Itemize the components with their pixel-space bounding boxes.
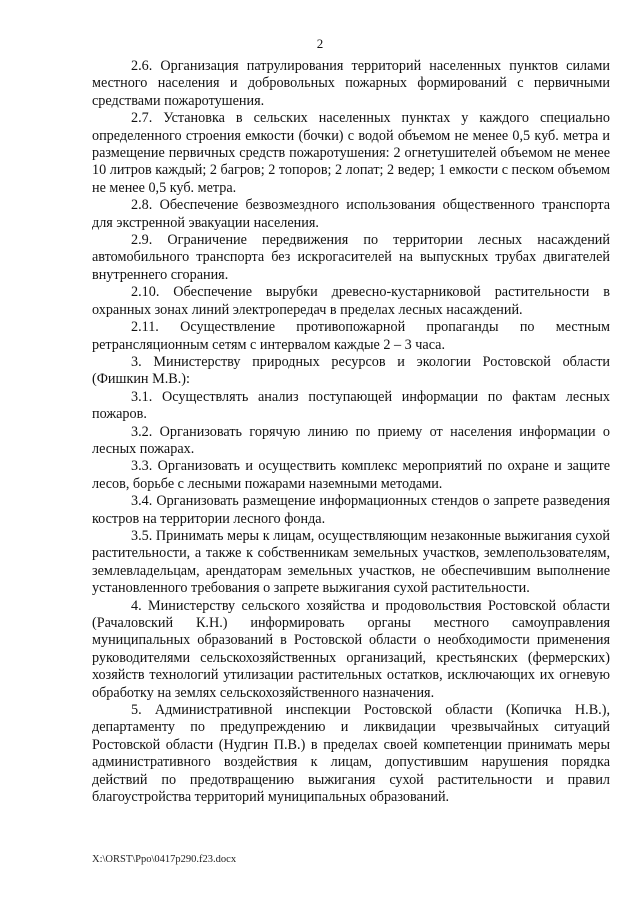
paragraph-5: 5. Административной инспекции Ростовской области (Копичка Н.В.), департаменту по предупреждению и ликвидации чрезвычайных ситуаций Ростовской области (Нудгин П.В.) в пределах своей компетенции принимать меры административного воздействия к лицам, допустившим нарушения порядка действий по предотвращению выжигания сухой растительности и правил благоустройства территорий муниципальных образований. bbox=[92, 702, 610, 806]
paragraph-3-4: 3.4. Организовать размещение информационных стендов о запрете разведения костров на территории лесного фонда. bbox=[92, 493, 610, 527]
paragraph-2-10: 2.10. Обеспечение вырубки древесно-кустарниковой растительности в охранных зонах линий электропередач в пределах лесных насаждений. bbox=[92, 284, 610, 318]
paragraph-2-7: 2.7. Установка в сельских населенных пунктах у каждого специально определенного строения емкости (бочки) с водой объемом не менее 0,5 куб. метра и размещение первичных средств пожаротушения: 2 огнетушителей объемом не менее 10 литров каждый; 2 багров; 2 топоров; 2 лопат; 2 ведер; 1 емкости с песком объемом не менее 0,5 куб. метра. bbox=[92, 110, 610, 196]
paragraph-3: 3. Министерству природных ресурсов и экологии Ростовской области (Фишкин М.В.): bbox=[92, 353, 610, 388]
paragraph-3-3: 3.3. Организовать и осуществить комплекс мероприятий по охране и защите лесов, борьбе с лесными пожарами наземными методами. bbox=[92, 458, 610, 492]
paragraph-3-1: 3.1. Осуществлять анализ поступающей информации по фактам лесных пожаров. bbox=[92, 388, 610, 423]
paragraph-2-11: 2.11. Осуществление противопожарной пропаганды по местным ретрансляционным сетям с интервалом каждые 2 – 3 часа. bbox=[92, 319, 610, 353]
page-number: 2 bbox=[316, 36, 324, 51]
document-body bbox=[92, 58, 610, 806]
paragraph-2-8: 2.8. Обеспечение безвозмездного использования общественного транспорта для экстренной эвакуации населения. bbox=[92, 197, 610, 231]
paragraph-3-5: 3.5. Принимать меры к лицам, осуществляющим незаконные выжигания сухой растительности, а также к собственникам земельных участков, землепользователям, землевладельцам, арендаторам земельных участков, не обеспечившим выполнение установленного требования о запрете выжигания сухой растительности. bbox=[92, 527, 610, 597]
paragraph-2-6: 2.6. Организация патрулирования территорий населенных пунктов силами местного населения и добровольных пожарных формирований с первичными средствами пожаротушения. bbox=[92, 58, 610, 109]
paragraph-4: 4. Министерству сельского хозяйства и продовольствия Ростовской области (Рачаловский К.Н.) информировать органы местного самоуправления муниципальных образований в Ростовской области о необходимости применения руководителями сельскохозяйственных организаций, крестьянских (фермерских) хозяйств технологий утилизации растительных остатков, исключающих их огневую обработку на землях сельскохозяйственного назначения. bbox=[92, 597, 610, 701]
footer-file-path: X:\ORST\Ppo\0417p290.f23.docx bbox=[92, 854, 237, 865]
paragraph-3-2: 3.2. Организовать горячую линию по приему от населения информации о лесных пожарах. bbox=[92, 423, 610, 457]
paragraph-2-9: 2.9. Ограничение передвижения по территории лесных насаждений автомобильного транспорта без искрогасителей на выпускных трубах двигателей внутреннего сгорания. bbox=[92, 232, 610, 283]
